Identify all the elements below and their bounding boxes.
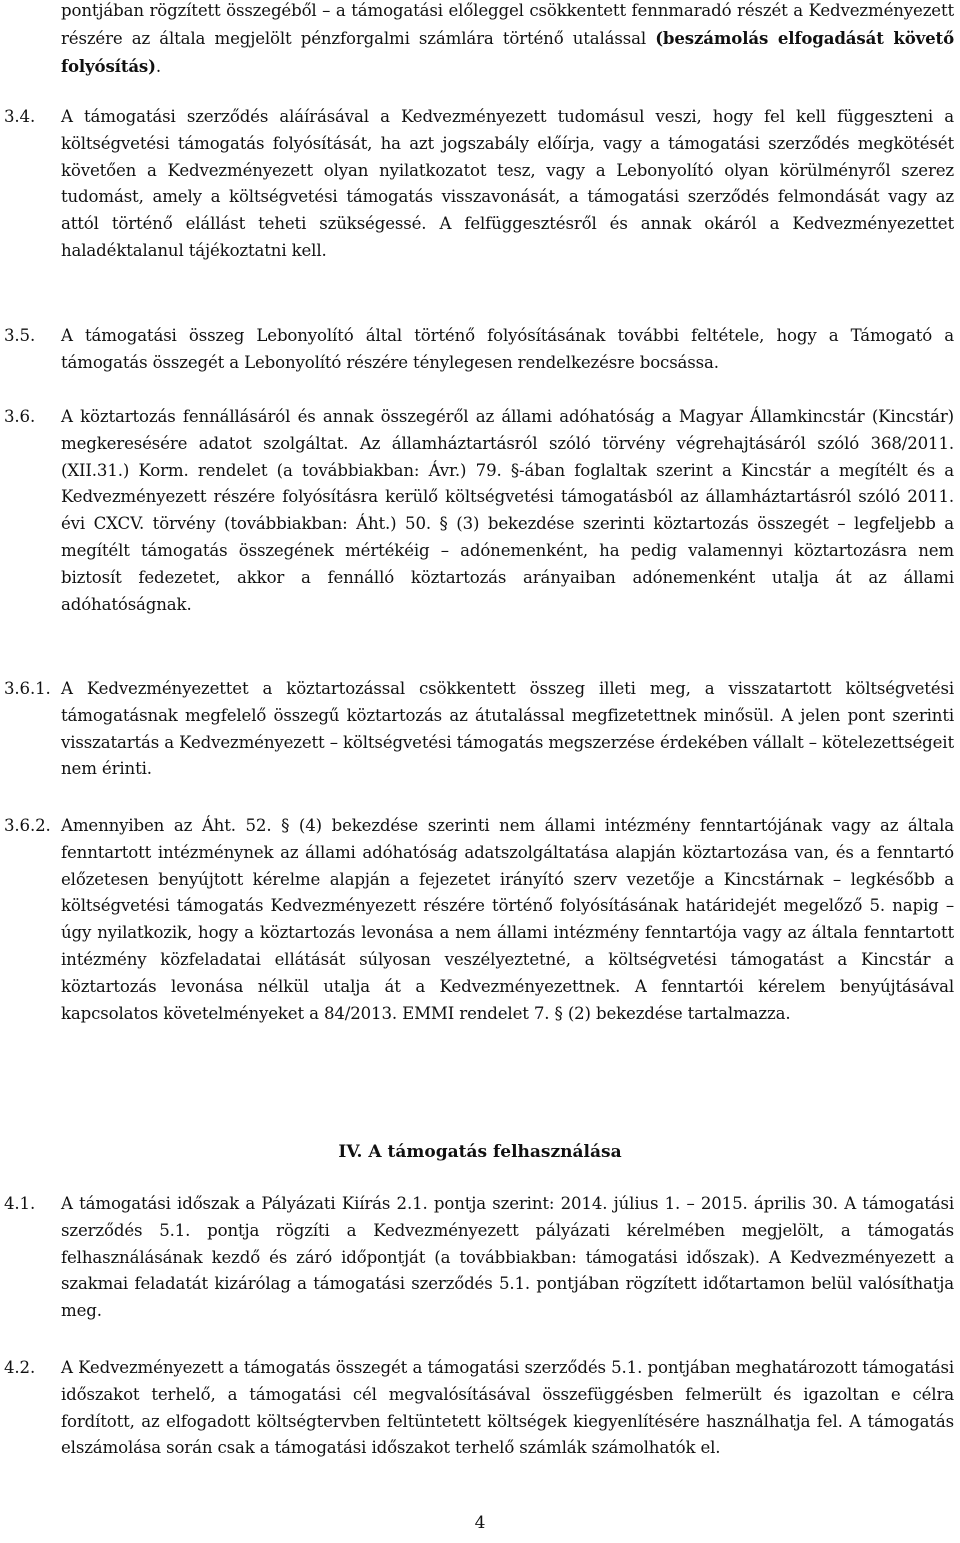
section-number: 3.6.2.	[4, 816, 51, 835]
section-text: A köztartozás fennállásáról és annak összegéről az állami adóhatóság a Magyar Államkincstár (Kincstár) megkeresésére adatot szolgáltat. Az államháztartásról szóló törvény végrehajtásáról szóló 368/2011. (XII.31.) Korm. rendelet (a továbbiakban: Ávr.) 79. §-ában foglaltak szerint a Kincstár a megítélt és a Kedvezményezett részére folyósításra kerülő költségvetési támogatásból az államháztartásról szóló 2011. évi CXCV. törvény (továbbiakban: Áht.) 50. § (3) bekezdése szerinti köztartozás összegét – legfeljebb a megítélt támogatás összegének mértékéig – adónemenként, ha pedig valamennyi köztartozásra nem biztosít fedezetet, akkor a fennálló köztartozás arányaiban adónemenként utalja át az állami adóhatóságnak.	[61, 407, 954, 614]
section-3-5	[4, 323, 954, 377]
section-4-2	[4, 1355, 954, 1462]
section-3-6-1	[4, 676, 954, 783]
section-text: Amennyiben az Áht. 52. § (4) bekezdése szerinti nem állami intézmény fenntartójának vagy az általa fenntartott intézménynek az állami adóhatóság adatszolgáltatása alapján köztartozása van, és a fenntartó előzetesen benyújtott kérelme alapján a fejezetet irányító szerv vezetője a Kincstárnak – legkésőbb a költségvetési támogatás Kedvezményezett részére történő folyósításának határidejét megelőző 5. napig – úgy nyilatkozik, hogy a köztartozás levonása a nem állami intézmény fenntartója vagy az általa fenntartott intézmény közfeladatai ellátását súlyosan veszélyeztetné, a költségvetési támogatást a Kincstár a köztartozás levonása nélkül utalja át a Kedvezményezettnek. A fenntartói kérelem benyújtásával kapcsolatos követelményeket a 84/2013. EMMI rendelet 7. § (2) bekezdése tartalmazza.	[61, 816, 954, 1023]
section-3-4	[4, 104, 954, 265]
intro-text: pontjában rögzített összegéből – a támogatási előleggel csökkentett fennmaradó részét a Kedvezményezett részére az általa megjelölt pénzforgalmi számlára történő utalással	[61, 1, 954, 48]
section-number: 3.4.	[4, 107, 36, 126]
section-text: A támogatási időszak a Pályázati Kiírás 2.1. pontja szerint: 2014. július 1. – 2015. április 30. A támogatási szerződés 5.1. pontja rögzíti a Kedvezményezett pályázati kérelmében megjelölt, a támogatás felhasználásának kezdő és záró időpontját (a továbbiakban: támogatási időszak). A Kedvezményezett a szakmai feladatát kizárólag a támogatási szerződés 5.1. pontjában rögzített időtartamon belül valósíthatja meg.	[61, 1194, 954, 1321]
section-text: A Kedvezményezett a támogatás összegét a támogatási szerződés 5.1. pontjában meghatározott támogatási időszakot terhelő, a támogatási cél megvalósításával összefüggésben felmerült és igazoltan e célra fordított, az elfogadott költségtervben feltüntetett költségek kiegyenlítésére használhatja fel. A támogatás elszámolása során csak a támogatási időszakot terhelő számlák számolhatók el.	[61, 1358, 954, 1458]
page-number: 4	[474, 1513, 486, 1533]
section-number: 4.2.	[4, 1358, 36, 1377]
section-number: 3.5.	[4, 326, 36, 345]
intro-paragraph	[61, 0, 954, 80]
section-3-6	[4, 404, 954, 618]
section-3-6-2	[4, 813, 954, 1027]
section-number: 3.6.1.	[4, 679, 51, 698]
section-4-1	[4, 1191, 954, 1325]
section-number: 4.1.	[4, 1194, 36, 1213]
intro-tail: .	[155, 56, 161, 76]
section-text: A Kedvezményezettet a köztartozással csökkentett összeg illeti meg, a visszatartott költségvetési támogatásnak megfelelő összegű köztartozás az átutalással megfizetettnek minősül. A jelen pont szerinti visszatartás a Kedvezményezett – költségvetési támogatás megszerzése érdekében vállalt – kötelezettségeit nem érinti.	[61, 679, 954, 779]
section-number: 3.6.	[4, 407, 36, 426]
intro-bold-text: (beszámolás elfogadását követő folyósítás)	[61, 27, 954, 76]
chapter-heading: IV. A támogatás felhasználása	[338, 1142, 622, 1162]
section-text: A támogatási szerződés aláírásával a Kedvezményezett tudomásul veszi, hogy fel kell függeszteni a költségvetési támogatás folyósítását, ha azt jogszabály előírja, vagy a támogatási szerződés megkötését követően a Kedvezményezett olyan nyilatkozatot tesz, vagy a Lebonyolító olyan körülményről szerez tudomást, amely a költségvetési támogatás visszavonását, a támogatási szerződés felmondását vagy az attól történő elállást teheti szükségessé. A felfüggesztésről és annak okáról a Kedvezményezettet haladéktalanul tájékoztatni kell.	[61, 107, 954, 260]
section-text: A támogatási összeg Lebonyolító által történő folyósításának további feltétele, hogy a Támogató a támogatás összegét a Lebonyolító részére ténylegesen rendelkezésre bocsássa.	[61, 326, 954, 372]
